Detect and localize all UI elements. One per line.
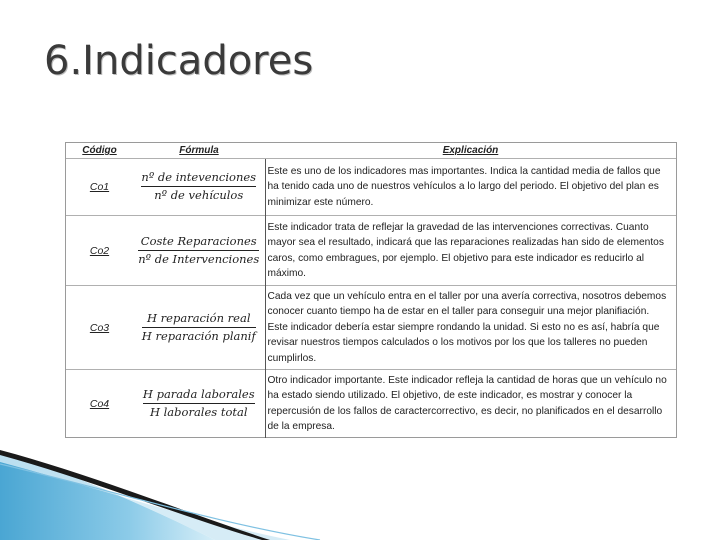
table-row [66, 216, 676, 286]
row-code: Co3 [66, 286, 133, 370]
row-formula [133, 370, 265, 438]
row-explanation: Otro indicador importante. Este indicador refleja la cantidad de horas que un vehículo no ha estado siendo utilizado. El objetivo, de este indicador, es mostrar y conocer la repercusión de los fallos de caractercorrectivo, es decir, no planificados en el desarrollo de la empresa. [265, 370, 676, 438]
table-header-row [66, 143, 676, 159]
formula-fraction [138, 234, 259, 267]
formula-numerator: nº de intevenciones [141, 170, 256, 187]
header-explanation: Explicación [265, 143, 676, 159]
formula-fraction [141, 170, 256, 203]
indicators-table [65, 142, 677, 438]
row-explanation: Este es uno de los indicadores mas importantes. Indica la cantidad media de fallos que ha tenido cada uno de nuestros vehículos a lo largo del periodo. El objetivo del plan es minimizar este número. [265, 159, 676, 216]
formula-denominator: H reparación planif [141, 328, 256, 343]
row-formula [133, 286, 265, 370]
decorative-swoosh [0, 450, 720, 540]
formula-fraction [143, 387, 255, 420]
formula-denominator: H laborales total [149, 404, 248, 419]
formula-denominator: nº de vehículos [154, 188, 244, 202]
formula-denominator: nº de Intervenciones [138, 251, 260, 266]
row-code: Co1 [66, 159, 133, 216]
row-explanation: Este indicador trata de reflejar la gravedad de las intervenciones correctivas. Cuanto mayor sea el resultado, indicará que las reparaciones realizadas han sido de elementos caros, como embragues, por ejemplo. El objetivo para este indicador es reducirlo al máximo. [265, 216, 676, 286]
row-formula [133, 216, 265, 286]
formula-fraction [142, 311, 256, 344]
table-row [66, 286, 676, 370]
row-code: Co2 [66, 216, 133, 286]
formula-numerator: H parada laborales [143, 387, 255, 404]
header-code: Código [66, 143, 133, 159]
page-title: 6.Indicadores [44, 38, 314, 84]
table-row [66, 159, 676, 216]
table-row [66, 370, 676, 438]
row-formula [133, 159, 265, 216]
row-code: Co4 [66, 370, 133, 438]
formula-numerator: Coste Reparaciones [138, 234, 259, 251]
formula-numerator: H reparación real [142, 311, 256, 328]
header-formula: Fórmula [133, 143, 265, 159]
row-explanation: Cada vez que un vehículo entra en el taller por una avería correctiva, nosotros debemos conocer cuanto tiempo ha de estar en el taller para conseguir una mejor planifiación. Este indicador debería estar siempre rondando la unidad. Si esto no es así, habría que revisar nuestros tiempos calculados o los motivos por los que los talleres no pueden cumplirlos. [265, 286, 676, 370]
